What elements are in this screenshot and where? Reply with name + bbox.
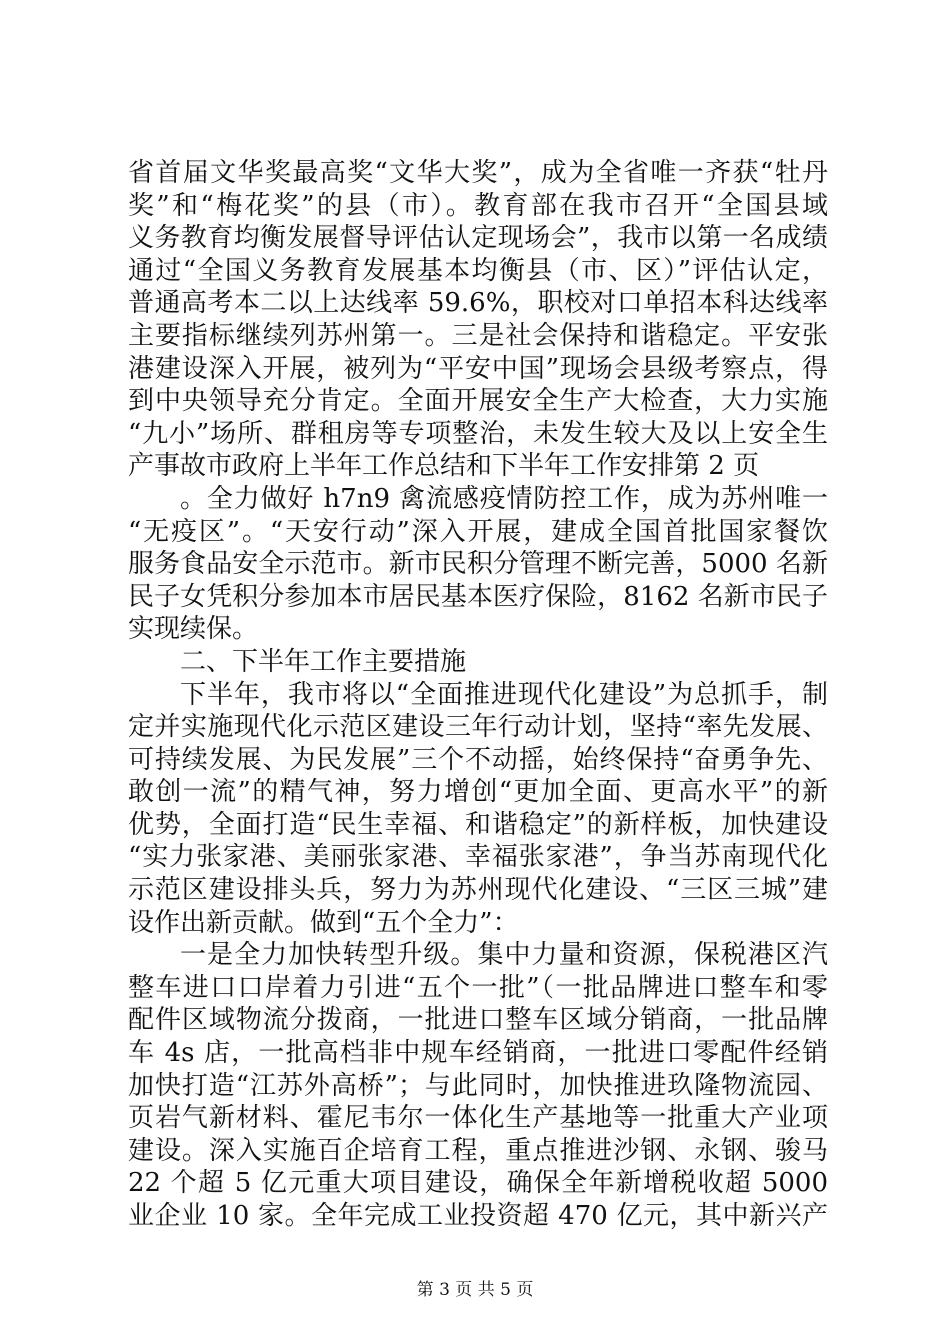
text-line: 定并实施现代化示范区建设三年行动计划，坚持“率先发展、	[128, 712, 828, 743]
text-line: 民子女凭积分参加本市居民基本医疗保险，8162 名新市民子	[128, 581, 828, 612]
text-line: 服务食品安全示范市。新市民积分管理不断完善，5000 名新	[128, 549, 828, 580]
page-footer	[0, 1275, 950, 1300]
text-line: 省首届文华奖最高奖“文华大奖”，成为全省唯一齐获“牡丹	[128, 158, 828, 188]
document-body	[128, 157, 828, 1233]
text-line: 普通高考本二以上达线率 59.6%，职校对口单招本科达线率	[128, 288, 828, 319]
text-line: “九小”场所、群租房等专项整治，未发生较大及以上安全生	[128, 418, 828, 449]
text-line: 可持续发展、为民发展”三个不动摇，始终保持“奋勇争先、	[128, 744, 828, 775]
text-line: 敢创一流”的精气神，努力增创“更加全面、更高水平”的新	[128, 777, 828, 808]
text-line: 奖”和“梅花奖”的县（市）。教育部在我市召开“全国县域	[128, 190, 828, 221]
text-line: 整车进口口岸着力引进“五个一批”（一批品牌进口整车和零	[128, 972, 828, 1003]
text-line: 配件区域物流分拨商，一批进口整车区域分销商，一批品牌	[128, 1005, 828, 1036]
page-number: 第 3 页 共 5 页	[416, 1280, 534, 1300]
text-line: 建设。深入实施百企培育工程，重点推进沙钢、永钢、骏马	[128, 1135, 828, 1166]
text-line: “实力张家港、美丽张家港、幸福张家港”，争当苏南现代化	[128, 842, 828, 873]
text-line: 义务教育均衡发展督导评估认定现场会”，我市以第一名成绩	[128, 223, 828, 254]
text-line: 设作出新贡献。做到“五个全力”：	[128, 907, 519, 938]
text-line: 产事故市政府上半年工作总结和下半年工作安排第 2 页	[128, 451, 760, 482]
text-line: 车 4s 店，一批高档非中规车经销商，一批进口零配件经销	[128, 1038, 828, 1069]
text-line: 到中央领导充分肯定。全面开展安全生产大检查，大力实施	[128, 386, 828, 417]
text-line: 页岩气新材料、霍尼韦尔一体化生产基地等一批重大产业项	[128, 1103, 828, 1134]
text-line: 港建设深入开展，被列为“平安中国”现场会县级考察点，得	[128, 353, 828, 384]
text-line: 。全力做好 h7n9 禽流感疫情防控工作，成为苏州唯一	[180, 483, 828, 514]
text-line: 业企业 10 家。全年完成工业投资超 470 亿元，其中新兴产	[128, 1201, 828, 1231]
text-line: 实现续保。	[128, 614, 259, 645]
text-line: 通过“全国义务教育发展基本均衡县（市、区）”评估认定，	[128, 255, 828, 286]
text-line: 优势，全面打造“民生幸福、和谐稳定”的新样板，加快建设	[128, 809, 828, 840]
text-line: 示范区建设排头兵，努力为苏州现代化建设、“三区三城”建	[128, 875, 828, 906]
section-heading: 二、下半年工作主要措施	[180, 646, 467, 677]
text-line: “无疫区”。“天安行动”深入开展，建成全国首批国家餐饮	[128, 516, 828, 547]
text-line: 一是全力加快转型升级。集中力量和资源，保税港区汽	[180, 940, 828, 971]
text-line: 下半年，我市将以“全面推进现代化建设”为总抓手，制	[180, 679, 828, 710]
text-line: 22 个超 5 亿元重大项目建设，确保全年新增税收超 5000	[128, 1168, 828, 1199]
text-line: 加快打造“江苏外高桥”；与此同时，加快推进玖隆物流园、	[128, 1070, 828, 1101]
text-line: 主要指标继续列苏州第一。三是社会保持和谐稳定。平安张	[128, 320, 828, 351]
